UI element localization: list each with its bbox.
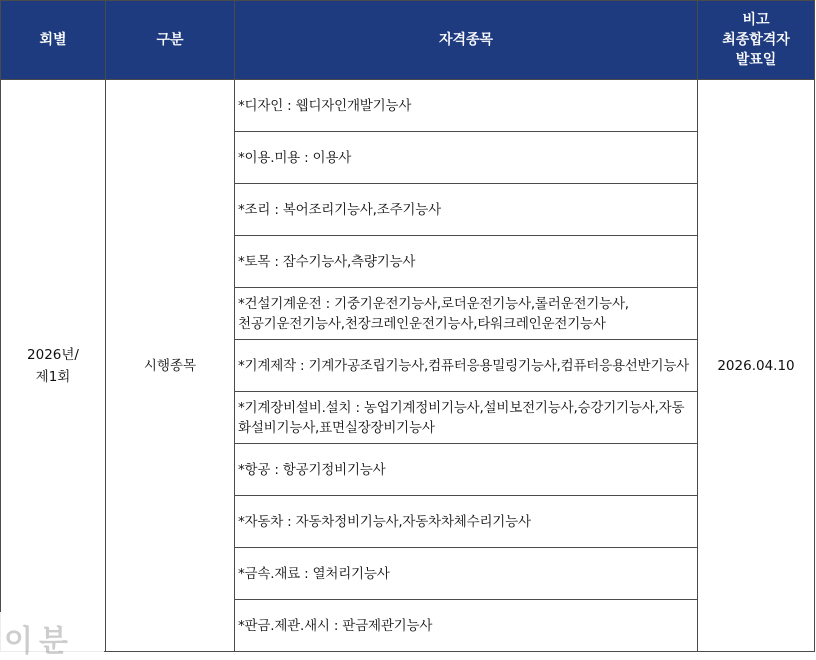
round-line-2: 제1회 [35, 368, 71, 385]
header-qualification: 자격종목 [235, 1, 698, 80]
qualification-item: *토목 : 잠수기능사,측량기능사 [235, 236, 698, 288]
header-round: 회별 [1, 1, 106, 80]
qualification-item: *디자인 : 웹디자인개발기능사 [235, 80, 698, 132]
header-note [698, 1, 815, 80]
round-cell [1, 80, 106, 652]
qualification-item: *자동차 : 자동차정비기능사,자동차차체수리기능사 [235, 496, 698, 548]
qualification-item: *기계제작 : 기계가공조립기능사,컴퓨터응용밀링기능사,컴퓨터응용선반기능사 [235, 340, 698, 392]
watermark-overlay [0, 612, 104, 659]
qualification-item: *기계장비설비.설치 : 농업기계정비기능사,설비보전기능사,승강기기능사,자동화설비기능사,표면실장장비기능사 [235, 392, 698, 444]
round-line-1: 2026년/ [27, 346, 79, 363]
qualification-item: *항공 : 항공기정비기능사 [235, 444, 698, 496]
qualification-item: *금속.재료 : 열처리기능사 [235, 548, 698, 600]
watermark-text: 이분 [4, 624, 74, 659]
announce-date-cell: 2026.04.10 [698, 80, 815, 652]
table-row [1, 80, 815, 132]
header-note-line-2: 최종합격자 [722, 32, 790, 48]
qualification-item: *이용.미용 : 이용사 [235, 132, 698, 184]
qualification-item: *조리 : 복어조리기능사,조주기능사 [235, 184, 698, 236]
qualification-item: *건설기계운전 : 기중기운전기능사,로더운전기능사,롤러운전기능사,천공기운전기능사,천장크레인운전기능사,타워크레인운전기능사 [235, 288, 698, 340]
header-row [1, 1, 815, 80]
category-cell: 시행종목 [106, 80, 235, 652]
header-note-line-3: 발표일 [735, 52, 777, 68]
header-note-line-1: 비고 [742, 12, 770, 28]
qualification-item: *판금.제관.새시 : 판금제관기능사 [235, 600, 698, 652]
header-category: 구분 [106, 1, 235, 80]
